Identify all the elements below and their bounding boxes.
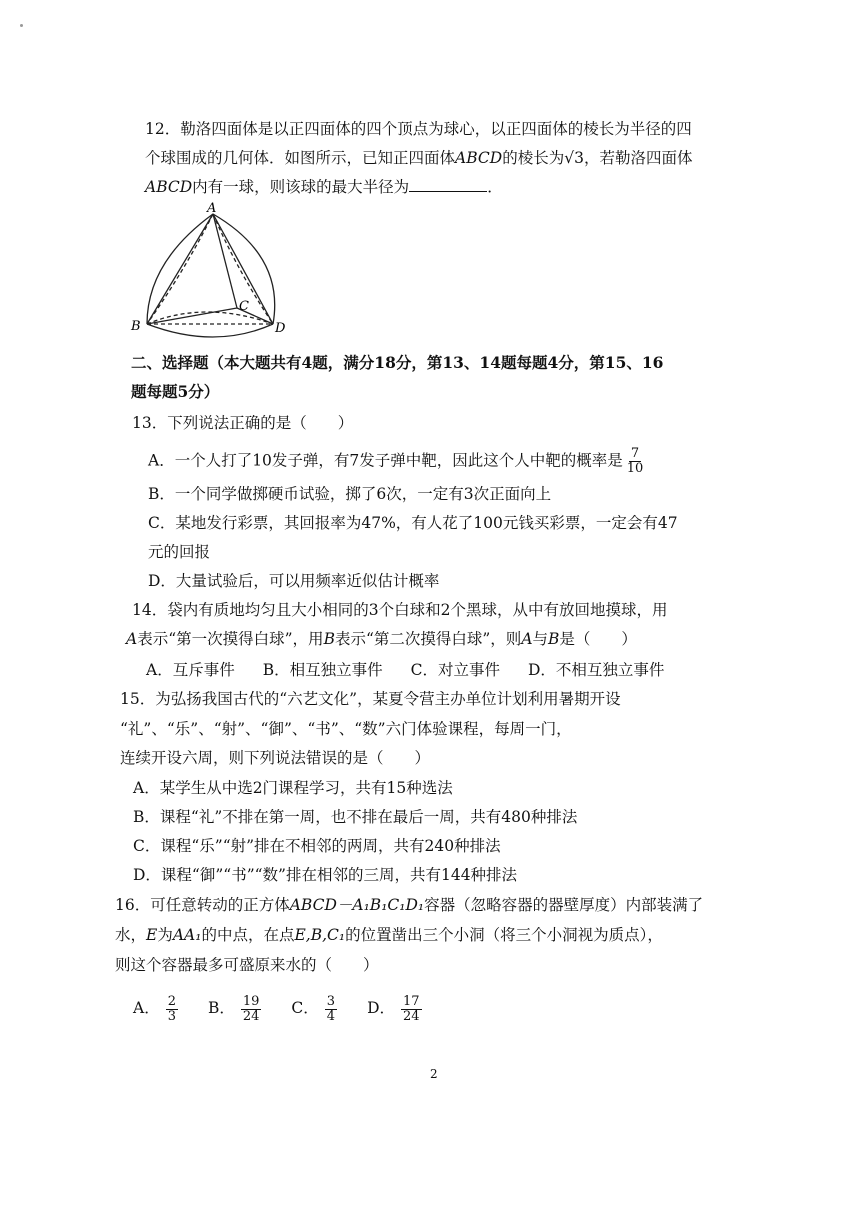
q16-option-d[interactable] [367,990,423,1026]
q14-text: 表示“第一次摸得白球”，用 [137,630,324,648]
option-label: D． [367,999,396,1017]
fraction [166,995,178,1024]
q14-option-c[interactable]: C．对立事件 [410,661,500,679]
q14-text: 与 [532,630,549,648]
q14-option-d[interactable]: D．不相互独立事件 [527,661,665,679]
numerator: 7 [630,446,640,461]
option-label: C． [291,999,319,1017]
q14-text: 是（ ） [559,630,637,648]
label-A: A [207,201,217,216]
q14-var: A [126,630,138,648]
q14-var: A [521,630,533,648]
q15-option-b[interactable]: B．课程“礼”不排在第一周，也不排在最后一周，共有480种排法 [133,808,578,826]
numerator: 19 [242,993,260,1009]
q14-option-a[interactable]: A．互斥事件 [146,661,235,679]
section-2-heading: 二、选择题（本大题共有4题，满分18分，第13、14题每题4分，第15、16 [131,353,664,372]
q16-var: ABCD－A₁B₁C₁D₁ [289,896,425,914]
q13-option-a-text: A．一个人打了10发子弹，有7发子弹中靶，因此这个人中靶的概率是 [148,451,623,470]
q15-line-3: 连续开设六周，则下列说法错误的是（ ） [120,749,431,767]
fraction [241,995,262,1024]
q13-option-c-cont: 元的回报 [148,543,211,561]
fraction [625,447,646,476]
q12-var: ABCD [455,149,503,167]
q12-text: 内有一球，则该球的最大半径为 [192,178,410,196]
q12-line-3 [145,176,503,198]
q12-text: 个球围成的几何体．如图所示，已知正四面体 [145,149,456,167]
label-B: B [131,319,141,334]
q16-option-c[interactable] [291,990,339,1026]
q16-var: E,B,C₁ [294,926,346,944]
denominator: 24 [403,1008,420,1024]
q13-option-d[interactable]: D．大量试验后，可以用频率近似估计概率 [148,572,440,590]
q14-var: B [323,630,335,648]
q15-line-2: “礼”、“乐”、“射”、“御”、“书”、“数”六门体验课程，每周一门， [120,720,572,738]
arc-BD-hidden [147,312,273,324]
q15-option-a[interactable]: A．某学生从中选2门课程学习，共有15种选法 [133,779,453,797]
q14-line-1: 14．袋内有质地均匀且大小相同的3个白球和2个黑球，从中有放回地摸球，用 [132,601,668,619]
q15-option-d[interactable]: D．课程“御”“书”“数”排在相邻的三周，共有144种排法 [133,866,518,884]
answer-blank[interactable] [409,177,487,192]
q12-var: ABCD [145,178,193,196]
q15-option-c[interactable]: C．课程“乐”“射”排在不相邻的两周，共有240种排法 [133,837,501,855]
scan-speck [20,24,23,27]
q16-line-2 [115,924,663,946]
q12-line-1: 12．勒洛四面体是以正四面体的四个顶点为球心，以正四面体的棱长为半径的四 [145,120,692,138]
q16-text: 的位置凿出三个小洞（将三个小洞视为质点）， [345,926,663,944]
denominator: 10 [626,461,644,476]
denominator: 24 [242,1008,260,1024]
q16-options [133,990,452,1026]
q16-text: 为 [157,926,173,944]
q12-sqrt: √3 [564,149,584,167]
q16-option-a[interactable] [133,990,180,1026]
denominator: 4 [326,1008,336,1024]
label-C: C [239,299,249,314]
q13-option-a[interactable] [148,447,647,476]
q12-text: ． [487,178,503,196]
q16-text: 的中点，在点 [201,926,295,944]
q14-line-2 [126,628,637,650]
option-label: A． [133,999,160,1017]
q16-var: E [146,926,158,944]
fraction [401,995,422,1024]
q12-text: 的棱长为 [502,149,565,167]
reuleaux-tetrahedron-figure [125,200,295,340]
arc-bottom [147,324,273,337]
q12-text: ，若勒洛四面体 [583,149,693,167]
edge-AB [147,214,213,324]
q16-line-1 [115,894,703,916]
q16-text: 16．可任意转动的正方体 [115,896,290,914]
numerator: 3 [326,993,336,1009]
edge-BC [147,308,237,324]
q15-line-1: 15．为弘扬我国古代的“六艺文化”，某夏令营主办单位计划利用暑期开设 [120,690,621,708]
q14-option-b[interactable]: B．相互独立事件 [262,661,383,679]
numerator: 17 [403,993,420,1009]
page-number: 2 [430,1067,438,1081]
q16-text: 容器（忽略容器的器壁厚度）内部装满了 [424,896,704,914]
numerator: 2 [167,993,176,1009]
q16-text: 水， [115,926,147,944]
fraction [325,995,337,1024]
q13-stem: 13．下列说法正确的是（ ） [132,414,354,432]
q12-line-2 [145,147,692,169]
q16-option-b[interactable] [208,990,263,1026]
q13-option-c[interactable]: C．某地发行彩票，其回报率为47%，有人花了100元钱买彩票，一定会有47 [148,514,678,532]
q16-line-3: 则这个容器最多可盛原来水的（ ） [115,956,379,974]
denominator: 3 [167,1008,176,1024]
label-D: D [275,321,286,336]
q13-option-b[interactable]: B．一个同学做掷硬币试验，掷了6次，一定有3次正面向上 [148,485,552,503]
option-label: B． [207,999,235,1017]
section-2-heading-cont: 题每题5分） [131,382,220,401]
q14-var: B [548,630,560,648]
q14-options [146,659,692,681]
q14-text: 表示“第二次摸得白球”，则 [334,630,522,648]
q16-var: AA₁ [172,926,202,944]
